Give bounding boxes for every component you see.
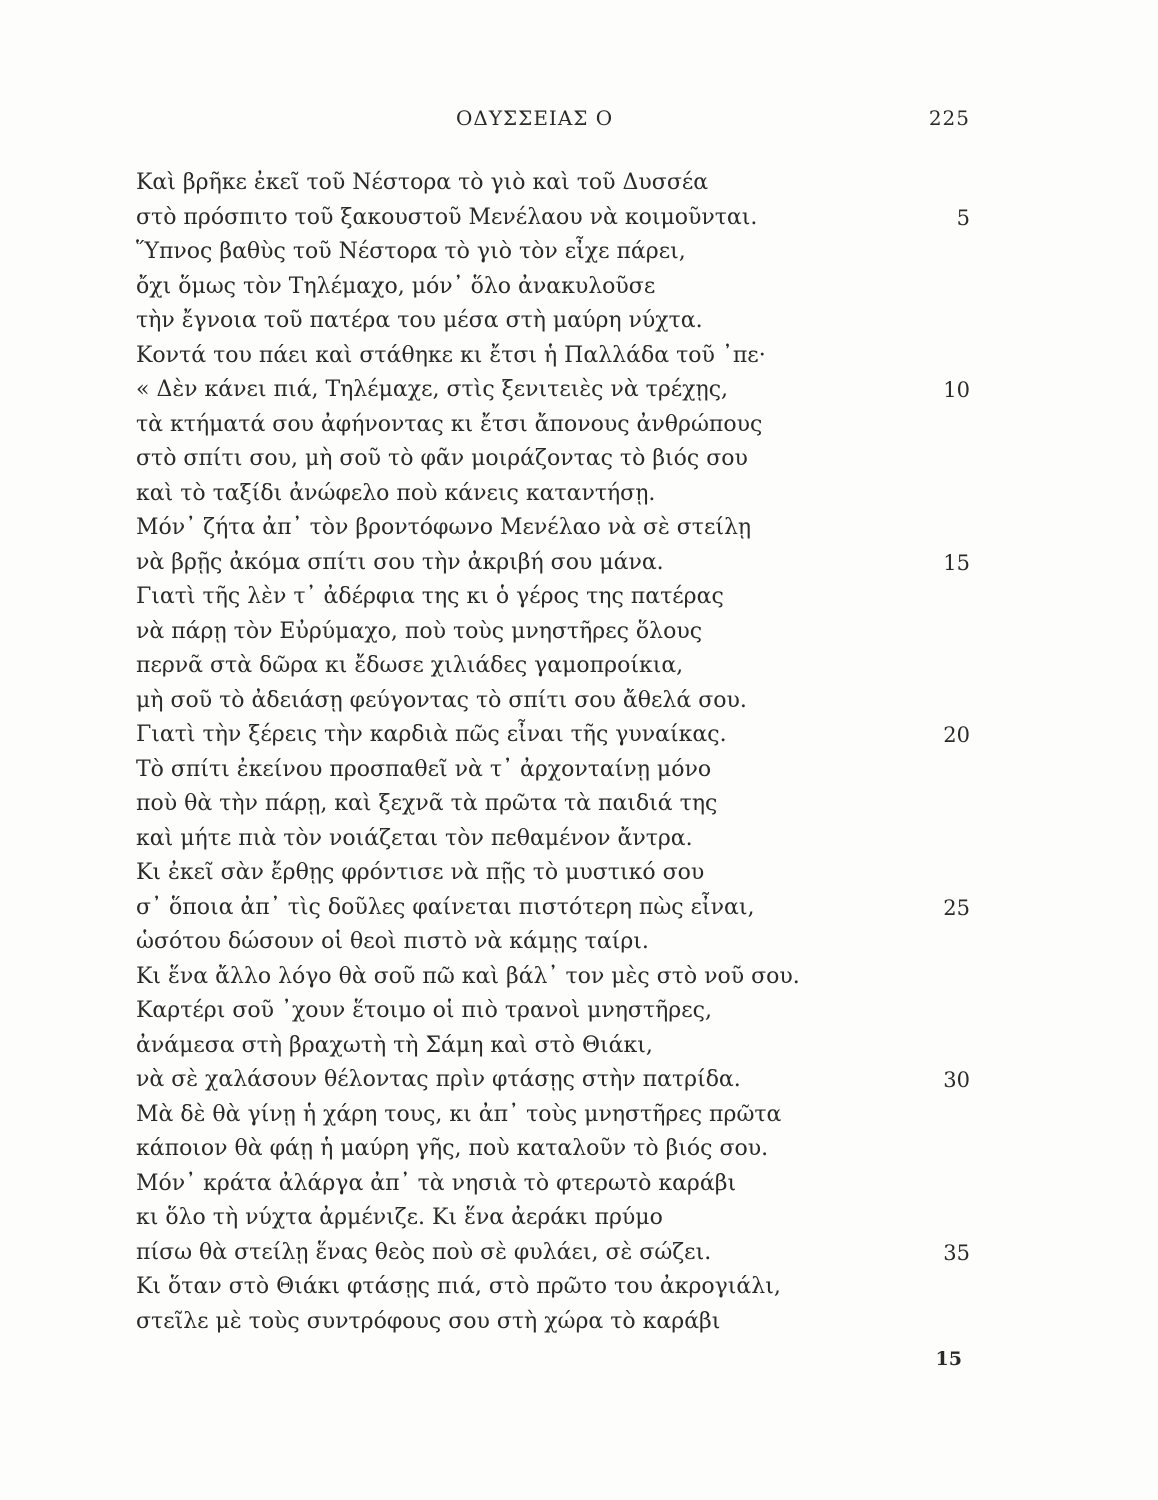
verse-line: [136, 166, 970, 201]
verse-line: [136, 1063, 970, 1098]
verse-line: [136, 718, 970, 753]
running-title: ΟΔΥΣΣΕΙΑΣ Ο: [456, 106, 614, 130]
verse-text: Καρτέρι σοῦ ᾿χουν ἕτοιμο οἱ πιὸ τρανοὶ μνηστῆρες,: [136, 998, 712, 1023]
verse-text: ποὺ θὰ τὴν πάρῃ, καὶ ξεχνᾶ τὰ πρῶτα τὰ παιδιά της: [136, 791, 718, 816]
verse-line: [136, 373, 970, 408]
verse-line: [136, 1236, 970, 1271]
verse-text: Γιατὶ τὴν ξέρεις τὴν καρδιὰ πῶς εἶναι τῆς γυναίκας.: [136, 722, 727, 747]
verse-text: κάποιον θὰ φάῃ ἡ μαύρη γῆς, ποὺ καταλοῦν τὸ βιός σου.: [136, 1136, 769, 1161]
verse-line: [136, 477, 970, 512]
verse-line: [136, 1132, 970, 1167]
verse-line: [136, 822, 970, 857]
verse-line: [136, 511, 970, 546]
page-number: 225: [928, 106, 970, 130]
verse-line: [136, 787, 970, 822]
verse-text: Καὶ βρῆκε ἐκεῖ τοῦ Νέστορα τὸ γιὸ καὶ τοῦ Δυσσέα: [136, 170, 709, 195]
verse-line: [136, 1201, 970, 1236]
verse-line: [136, 615, 970, 650]
verse-block: [136, 166, 970, 1339]
signature-mark: 15: [935, 1348, 962, 1370]
verse-line: [136, 684, 970, 719]
verse-line: [136, 891, 970, 926]
verse-text: σ᾿ ὅποια ἀπ᾿ τὶς δοῦλες φαίνεται πιστότερη πὼς εἶναι,: [136, 894, 755, 920]
verse-line: [136, 856, 970, 891]
line-number: 5: [956, 205, 970, 230]
verse-line: [136, 994, 970, 1029]
verse-text: Γιατὶ τῆς λὲν τ᾿ ἀδέρφια της κι ὁ γέρος της πατέρας: [136, 584, 724, 609]
verse-line: [136, 408, 970, 443]
verse-line: [136, 580, 970, 615]
line-number: 35: [943, 1240, 970, 1265]
verse-line: [136, 649, 970, 684]
verse-text: Μὰ δὲ θὰ γίνῃ ἡ χάρη τους, κι ἀπ᾿ τοὺς μνηστῆρες πρῶτα: [136, 1101, 782, 1127]
verse-text: νὰ βρῇς ἀκόμα σπίτι σου τὴν ἀκριβή σου μάνα.: [136, 549, 664, 575]
verse-text: Κοντά του πάει καὶ στάθηκε κι ἔτσι ἡ Παλλάδα τοῦ ᾿πε·: [136, 342, 766, 368]
verse-line: [136, 546, 970, 581]
verse-text: πίσω θὰ στείλῃ ἕνας θεὸς ποὺ σὲ φυλάει, σὲ σώζει.: [136, 1239, 712, 1265]
verse-text: νὰ πάρῃ τὸν Εὐρύμαχο, ποὺ τοὺς μνηστῆρες ὅλους: [136, 618, 703, 644]
verse-line: [136, 235, 970, 270]
line-number: 10: [943, 378, 970, 402]
verse-line: [136, 304, 970, 339]
verse-line: [136, 753, 970, 788]
line-number: 20: [943, 723, 970, 747]
verse-text: Μόν᾿ ζήτα ἀπ᾿ τὸν βροντόφωνο Μενέλαο νὰ σὲ στείλῃ: [136, 515, 752, 540]
verse-line: [136, 339, 970, 374]
verse-line: [136, 960, 970, 995]
verse-text: Κι ὅταν στὸ Θιάκι φτάσῃς πιά, στὸ πρῶτο του ἀκρογιάλι,: [136, 1274, 781, 1299]
verse-line: [136, 1098, 970, 1133]
verse-line: [136, 925, 970, 960]
verse-text: καὶ τὸ ταξίδι ἀνώφελο ποὺ κάνεις καταντήσῃ.: [136, 480, 656, 506]
line-number: 30: [943, 1068, 970, 1092]
verse-text: στεῖλε μὲ τοὺς συντρόφους σου στὴ χώρα τὸ καράβι: [136, 1308, 721, 1334]
verse-text: νὰ σὲ χαλάσουν θέλοντας πρὶν φτάσῃς στὴν πατρίδα.: [136, 1067, 741, 1092]
verse-line: [136, 1305, 970, 1340]
line-number: 25: [943, 895, 970, 920]
verse-text: μὴ σοῦ τὸ ἀδειάσῃ φεύγοντας τὸ σπίτι σου ἄθελά σου.: [136, 687, 747, 713]
line-number: 15: [943, 550, 970, 575]
verse-text: τὴν ἔγνοια τοῦ πατέρα του μέσα στὴ μαύρη νύχτα.: [136, 308, 703, 333]
verse-line: [136, 1029, 970, 1064]
verse-line: [136, 1270, 970, 1305]
verse-line: [136, 270, 970, 305]
verse-text: ὡσότου δώσουν οἱ θεοὶ πιστὸ νὰ κάμῃς ταίρι.: [136, 929, 649, 954]
verse-text: Κι ἐκεῖ σὰν ἔρθῃς φρόντισε νὰ πῇς τὸ μυστικό σου: [136, 860, 705, 885]
verse-text: περνᾶ στὰ δῶρα κι ἔδωσε χιλιάδες γαμοπροίκια,: [136, 653, 684, 678]
verse-text: στὸ σπίτι σου, μὴ σοῦ τὸ φᾶν μοιράζοντας τὸ βιός σου: [136, 446, 748, 471]
verse-text: τὰ κτήματά σου ἀφήνοντας κι ἔτσι ἄπονους ἀνθρώπους: [136, 411, 763, 437]
verse-line: [136, 442, 970, 477]
verse-text: Τὸ σπίτι ἐκείνου προσπαθεῖ νὰ τ᾿ ἀρχονταίνῃ μόνο: [136, 756, 712, 782]
verse-text: κι ὅλο τὴ νύχτα ἀρμένιζε. Κι ἕνα ἀεράκι πρύμο: [136, 1205, 663, 1230]
verse-text: στὸ πρόσπιτο τοῦ ξακουστοῦ Μενέλαου νὰ κοιμοῦνται.: [136, 204, 758, 230]
verse-text: Μόν᾿ κράτα ἀλάργα ἀπ᾿ τὰ νησιὰ τὸ φτερωτὸ καράβι: [136, 1170, 737, 1196]
running-header: [136, 106, 970, 140]
verse-line: [136, 201, 970, 236]
verse-text: Κι ἕνα ἄλλο λόγο θὰ σοῦ πῶ καὶ βάλ᾿ τον μὲς στὸ νοῦ σου.: [136, 963, 800, 989]
verse-line: [136, 1167, 970, 1202]
verse-text: καὶ μήτε πιὰ τὸν νοιάζεται τὸν πεθαμένον ἄντρα.: [136, 825, 693, 851]
verse-text: Ὕπνος βαθὺς τοῦ Νέστορα τὸ γιὸ τὸν εἶχε πάρει,: [136, 239, 686, 264]
verse-text: ἀνάμεσα στὴ βραχωτὴ τὴ Σάμη καὶ στὸ Θιάκι,: [136, 1032, 653, 1058]
verse-text: ὄχι ὅμως τὸν Τηλέμαχο, μόν᾿ ὅλο ἀνακυλοῦσε: [136, 273, 656, 299]
verse-text: « Δὲν κάνει πιά, Τηλέμαχε, στὶς ξενιτειὲς νὰ τρέχῃς,: [136, 377, 729, 402]
